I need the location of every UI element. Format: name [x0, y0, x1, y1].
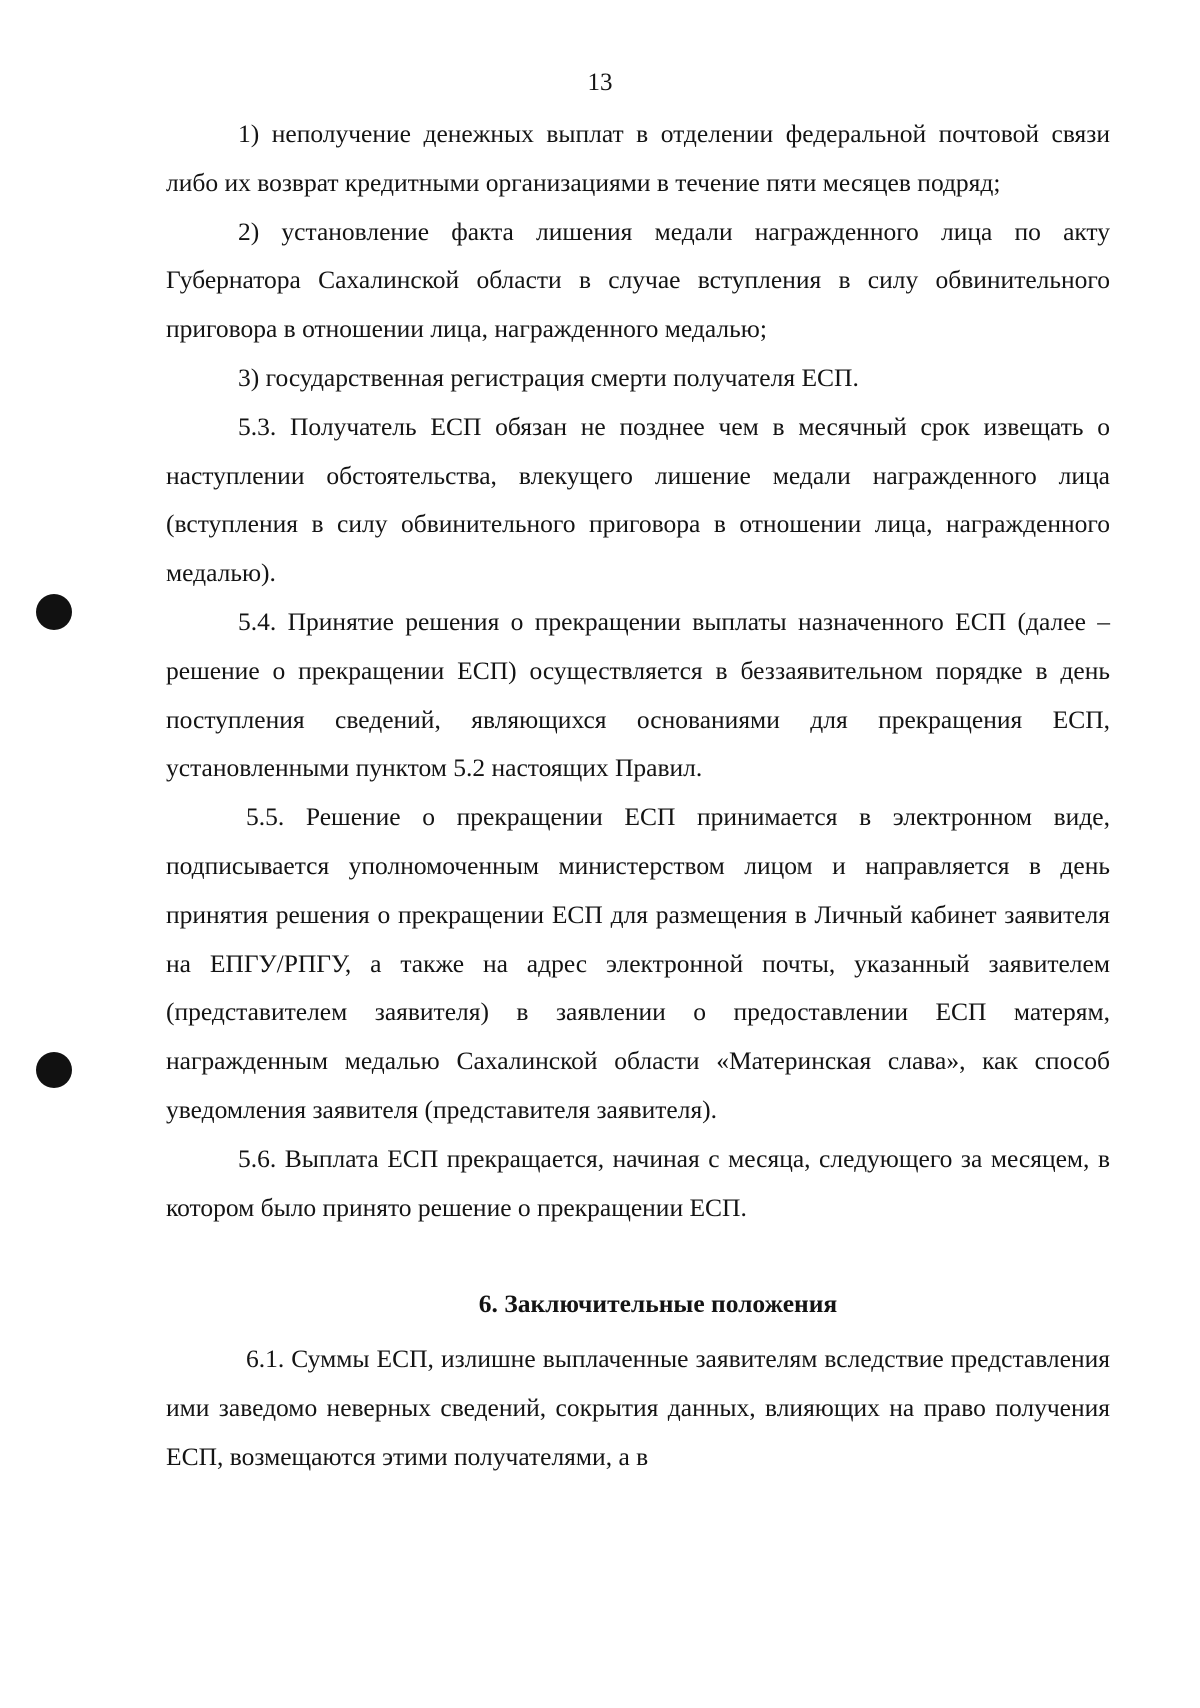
paragraph-item-3: 3) государственная регистрация смерти получателя ЕСП. — [238, 362, 859, 392]
section-heading: 6. Заключительные положения — [478, 1289, 838, 1319]
hole-punch-mark — [36, 1052, 72, 1088]
hole-punch-mark — [36, 594, 72, 630]
paragraph-item-1: 1) неполучение денежных выплат в отделении федеральной почтовой связи либо их возврат кредитными организациями в течение пяти месяцев подряд; — [166, 119, 1110, 197]
paragraph-5-4: 5.4. Принятие решения о прекращении выплаты назначенного ЕСП (далее – решение о прекращении ЕСП) осуществляется в беззаявительном порядке в день поступления сведений, являющихся основаниями для прекращения ЕСП, установленными пунктом 5.2 настоящих Правил. — [166, 606, 1110, 783]
paragraph-5-5: 5.5. Решение о прекращении ЕСП принимается в электронном виде, подписывается уполномоченным министерством лицом и направляется в день принятия решения о прекращении ЕСП для размещения в Личный кабинет заявителя на ЕПГУ/РПГУ, а также на адрес электронной почты, указанный заявителем (представителем заявителя) в заявлении о предоставлении ЕСП матерям, награжденным медалью Сахалинской области «Материнская слава», как способ уведомления заявителя (представителя заявителя). — [166, 802, 1110, 1124]
paragraph-item-2: 2) установление факта лишения медали награжденного лица по акту Губернатора Сахалинской области в случае вступления в силу обвинительного приговора в отношении лица, награжденного медалью; — [166, 216, 1110, 344]
page-number: 13 — [587, 69, 613, 96]
document-body — [166, 110, 1110, 1482]
paragraph-5-6: 5.6. Выплата ЕСП прекращается, начиная с месяца, следующего за месяцем, в котором было принято решение о прекращении ЕСП. — [166, 1143, 1110, 1222]
paragraph-5-3: 5.3. Получатель ЕСП обязан не позднее чем в месячный срок извещать о наступлении обстоятельства, влекущего лишение медали награжденного лица (вступления в силу обвинительного приговора в отношении лица, награжденного медалью). — [166, 411, 1110, 588]
paragraph-6-1: 6.1. Суммы ЕСП, излишне выплаченные заявителям вследствие представления ими заведомо неверных сведений, сокрытия данных, влияющих на право получения ЕСП, возмещаются этими получателями, а в — [166, 1344, 1110, 1471]
